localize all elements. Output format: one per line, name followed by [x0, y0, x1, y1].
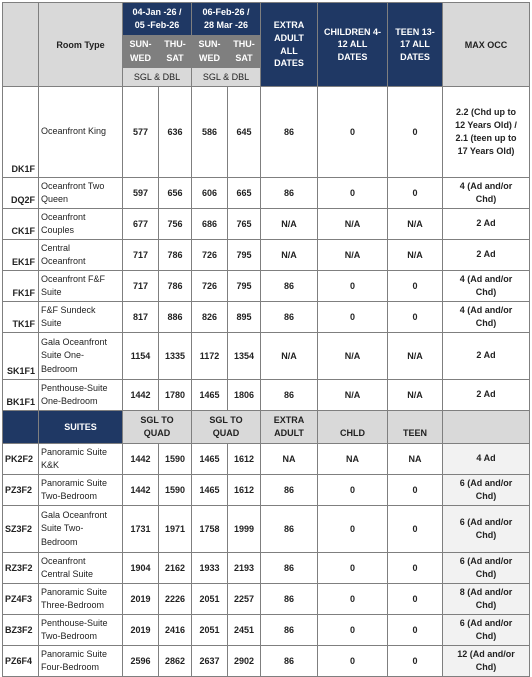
rate-teen: 0	[388, 584, 443, 615]
max-occupancy-line: 12 (Ad and/or	[457, 648, 515, 659]
rate-extra: N/A	[261, 333, 318, 380]
max-occupancy-line: 6 (Ad and/or	[459, 555, 513, 566]
extra-adult-line3: ALL	[280, 45, 298, 56]
suites-quad2-header	[192, 411, 261, 444]
rate-teen: 0	[388, 87, 443, 178]
rate-p1-sw: 1904	[123, 553, 159, 584]
rate-p1-sw: 577	[123, 87, 159, 178]
rate-p1-sw: 677	[123, 209, 159, 240]
max-occupancy-line: 2.2 (Chd up to	[456, 106, 516, 117]
rate-extra: 86	[261, 553, 318, 584]
room-name-line: Suite	[41, 318, 62, 328]
max-occupancy-line: 6 (Ad and/or	[459, 617, 513, 628]
children-line1: CHILDREN 4-	[323, 26, 381, 37]
max-occupancy-line: Chd)	[475, 569, 497, 579]
extra-adult-line: EXTRA	[273, 414, 305, 425]
rate-p2-ts: 2902	[228, 646, 261, 677]
room-name-line: Oceanfront	[41, 256, 86, 266]
rate-p1-sw: 717	[123, 271, 159, 302]
rate-p2-sw: 1465	[192, 444, 228, 475]
code-header-cell	[3, 3, 39, 87]
period2-line2: 28 Mar -26	[203, 20, 249, 30]
max-occupancy-line: 2 Ad	[476, 249, 496, 260]
rate-teen: N/A	[388, 240, 443, 271]
suites-teen-header: TEEN	[388, 411, 443, 444]
sun-wed-line2: WED	[199, 52, 220, 63]
rate-p2-ts: 765	[228, 209, 261, 240]
rate-child: 0	[318, 302, 388, 333]
rate-p1-sw: 1442	[123, 380, 159, 411]
rate-p1-ts: 2162	[159, 553, 192, 584]
room-row	[3, 302, 530, 333]
thu-sat-line2: SAT	[166, 52, 184, 63]
rate-child: 0	[318, 271, 388, 302]
rate-p2-sw: 1465	[192, 475, 228, 506]
room-code: PZ3F2	[3, 475, 39, 506]
p1-thu-sat-header	[159, 36, 192, 68]
room-row	[3, 333, 530, 380]
max-occupancy	[443, 444, 530, 475]
rate-child: 0	[318, 646, 388, 677]
extra-adult-line1: EXTRA	[273, 20, 305, 31]
rate-p2-ts: 1806	[228, 380, 261, 411]
teen-line2: 17 ALL	[400, 39, 430, 50]
room-code: DK1F	[3, 87, 39, 178]
max-occupancy-line: 2 Ad	[476, 218, 496, 229]
rate-teen: N/A	[388, 333, 443, 380]
rate-p1-ts: 1335	[159, 333, 192, 380]
room-row	[3, 178, 530, 209]
max-occupancy	[443, 475, 530, 506]
teen-header	[388, 3, 443, 87]
max-occupancy-line: Chd)	[475, 194, 497, 204]
room-code: DQ2F	[3, 178, 39, 209]
rate-p1-ts: 1590	[159, 475, 192, 506]
suite-row	[3, 475, 530, 506]
room-row	[3, 87, 530, 178]
rate-p2-ts: 2257	[228, 584, 261, 615]
rate-p2-sw: 586	[192, 87, 228, 178]
rate-p2-ts: 1354	[228, 333, 261, 380]
rate-extra: 86	[261, 178, 318, 209]
quad-line: SGL TO	[209, 414, 243, 425]
max-occupancy	[443, 240, 530, 271]
max-occupancy	[443, 333, 530, 380]
extra-adult-line: ADULT	[274, 428, 304, 438]
rate-teen: 0	[388, 553, 443, 584]
suite-row	[3, 506, 530, 553]
rate-extra: 86	[261, 302, 318, 333]
room-name	[39, 302, 123, 333]
suite-row	[3, 553, 530, 584]
room-name	[39, 646, 123, 677]
rate-child: 0	[318, 553, 388, 584]
rate-teen: 0	[388, 475, 443, 506]
room-code: TK1F	[3, 302, 39, 333]
rate-p2-sw: 826	[192, 302, 228, 333]
p1-sgl-dbl-header: SGL & DBL	[123, 68, 192, 87]
rate-p2-sw: 2051	[192, 615, 228, 646]
rate-p1-ts: 1971	[159, 506, 192, 553]
room-name	[39, 615, 123, 646]
room-name-line: Oceanfront King	[41, 126, 107, 137]
rate-p2-sw: 606	[192, 178, 228, 209]
rate-extra: 86	[261, 646, 318, 677]
room-name-line: Bedroom	[41, 536, 78, 547]
rate-p2-ts: 665	[228, 178, 261, 209]
max-occupancy	[443, 178, 530, 209]
room-code: RZ3F2	[3, 553, 39, 584]
max-occupancy-line: 2 Ad	[476, 389, 496, 400]
rate-teen: 0	[388, 506, 443, 553]
rate-p1-ts: 2862	[159, 646, 192, 677]
rate-child: N/A	[318, 209, 388, 240]
room-name-line: Two-Bedroom	[41, 631, 98, 641]
rate-p2-sw: 1933	[192, 553, 228, 584]
room-name	[39, 444, 123, 475]
period2-line1: 06-Feb-26 /	[202, 7, 250, 18]
suites-quad1-header	[123, 411, 192, 444]
rate-table	[2, 2, 530, 677]
room-name-line: Bedroom	[41, 363, 78, 374]
rate-p1-ts: 786	[159, 240, 192, 271]
rate-extra: 86	[261, 506, 318, 553]
rate-p1-ts: 636	[159, 87, 192, 178]
quad-line: SGL TO	[140, 414, 174, 425]
rate-p1-ts: 886	[159, 302, 192, 333]
rate-extra: 86	[261, 615, 318, 646]
rate-p2-ts: 895	[228, 302, 261, 333]
room-name	[39, 553, 123, 584]
rate-p1-ts: 1590	[159, 444, 192, 475]
suite-row	[3, 615, 530, 646]
room-code: CK1F	[3, 209, 39, 240]
room-code: BZ3F2	[3, 615, 39, 646]
room-name-line: F&F Sundeck	[41, 304, 96, 315]
rate-p1-sw: 1442	[123, 444, 159, 475]
rate-teen: 0	[388, 302, 443, 333]
extra-adult-line2: ADULT	[274, 32, 304, 43]
rate-child: 0	[318, 506, 388, 553]
max-occupancy	[443, 87, 530, 178]
max-occupancy-line: 4 Ad	[476, 453, 496, 464]
p2-sgl-dbl-header: SGL & DBL	[192, 68, 261, 87]
quad-line: QUAD	[143, 428, 171, 438]
max-occupancy	[443, 380, 530, 411]
rate-p2-ts: 795	[228, 240, 261, 271]
rate-extra: 86	[261, 87, 318, 178]
period1-header	[123, 3, 192, 36]
rate-p1-sw: 717	[123, 240, 159, 271]
rate-p2-sw: 1172	[192, 333, 228, 380]
rate-p2-ts: 645	[228, 87, 261, 178]
rate-teen: NA	[388, 444, 443, 475]
room-name-line: Panoramic Suite	[41, 446, 108, 457]
rate-p2-sw: 1758	[192, 506, 228, 553]
room-code: SK1F1	[3, 333, 39, 380]
rate-p1-sw: 1154	[123, 333, 159, 380]
rate-child: 0	[318, 615, 388, 646]
rate-child: 0	[318, 584, 388, 615]
rate-p1-sw: 2596	[123, 646, 159, 677]
suite-row	[3, 584, 530, 615]
max-occupancy-line: 12 Years Old) /	[455, 119, 517, 130]
children-header	[318, 3, 388, 87]
room-code: FK1F	[3, 271, 39, 302]
rate-p2-ts: 2451	[228, 615, 261, 646]
room-name	[39, 271, 123, 302]
rate-p2-ts: 1612	[228, 475, 261, 506]
room-name-line: Oceanfront F&F	[41, 273, 106, 284]
rate-child: N/A	[318, 380, 388, 411]
max-occupancy	[443, 209, 530, 240]
room-name-line: Queen	[41, 194, 69, 204]
period1-line2: 05 -Feb-26	[134, 20, 180, 30]
suites-extra-adult-header	[261, 411, 318, 444]
room-name-line: Central Suite	[41, 569, 94, 579]
rate-teen: N/A	[388, 380, 443, 411]
suites-header-label: SUITES	[39, 411, 123, 444]
children-line3: DATES	[337, 51, 368, 62]
rate-extra: 86	[261, 380, 318, 411]
thu-sat-line2: SAT	[235, 52, 253, 63]
rate-p2-sw: 2637	[192, 646, 228, 677]
room-name-line: Oceanfront	[41, 555, 86, 566]
rate-extra: N/A	[261, 240, 318, 271]
suites-header-row	[3, 411, 530, 444]
sun-wed-line1: SUN-	[129, 39, 152, 49]
p2-sun-wed-header	[192, 36, 228, 68]
rate-p1-sw: 1442	[123, 475, 159, 506]
rate-p1-sw: 817	[123, 302, 159, 333]
rate-child: 0	[318, 87, 388, 178]
room-name-line: Three-Bedroom	[41, 600, 105, 610]
max-occupancy-line: Chd)	[475, 631, 497, 641]
max-occupancy-line: 2.1 (teen up to	[455, 133, 517, 143]
max-occupancy	[443, 584, 530, 615]
room-name	[39, 178, 123, 209]
rate-extra: 86	[261, 271, 318, 302]
max-occupancy	[443, 646, 530, 677]
room-code: SZ3F2	[3, 506, 39, 553]
rate-p1-ts: 786	[159, 271, 192, 302]
room-name	[39, 506, 123, 553]
rate-p1-ts: 1780	[159, 380, 192, 411]
children-line2: 12 ALL	[337, 39, 368, 50]
rate-p1-ts: 656	[159, 178, 192, 209]
suites-child-header: CHLD	[318, 411, 388, 444]
room-name	[39, 240, 123, 271]
room-name	[39, 475, 123, 506]
rate-teen: 0	[388, 615, 443, 646]
max-occupancy-line: 4 (Ad and/or	[459, 180, 513, 191]
room-name-line: Two-Bedroom	[41, 491, 98, 501]
room-type-header: Room Type	[39, 3, 123, 87]
rate-extra: 86	[261, 475, 318, 506]
suite-row	[3, 444, 530, 475]
p2-thu-sat-header	[228, 36, 261, 68]
rate-p1-sw: 1731	[123, 506, 159, 553]
rate-teen: 0	[388, 178, 443, 209]
rate-extra: N/A	[261, 209, 318, 240]
room-name	[39, 380, 123, 411]
max-occupancy-line: 17 Years Old)	[457, 146, 515, 157]
room-name-line: Gala Oceanfront	[41, 509, 108, 520]
rate-child: N/A	[318, 240, 388, 271]
rate-p2-sw: 2051	[192, 584, 228, 615]
suite-row	[3, 646, 530, 677]
room-name	[39, 333, 123, 380]
room-code: PK2F2	[3, 444, 39, 475]
rate-p1-sw: 597	[123, 178, 159, 209]
room-name	[39, 209, 123, 240]
max-occupancy-line: 6 (Ad and/or	[459, 516, 513, 527]
room-name-line: One-Bedroom	[41, 396, 98, 406]
rate-p2-sw: 686	[192, 209, 228, 240]
rate-p2-sw: 1465	[192, 380, 228, 411]
max-occ-header: MAX OCC	[443, 3, 530, 87]
room-row	[3, 271, 530, 302]
room-code: EK1F	[3, 240, 39, 271]
max-occupancy-line: Chd)	[475, 530, 497, 540]
room-name-line: Oceanfront	[41, 211, 86, 222]
room-name-line: Panoramic Suite	[41, 648, 108, 659]
extra-adult-line4: DATES	[274, 58, 304, 69]
room-row	[3, 240, 530, 271]
thu-sat-line1: THU-	[164, 39, 186, 49]
room-name-line: Panoramic Suite	[41, 477, 108, 488]
max-occupancy	[443, 553, 530, 584]
rate-p1-ts: 2416	[159, 615, 192, 646]
room-row	[3, 380, 530, 411]
suites-occ-header	[443, 411, 530, 444]
room-name	[39, 584, 123, 615]
max-occupancy	[443, 615, 530, 646]
rate-extra: NA	[261, 444, 318, 475]
rate-p1-ts: 756	[159, 209, 192, 240]
room-code: BK1F1	[3, 380, 39, 411]
rate-p1-sw: 2019	[123, 584, 159, 615]
max-occupancy	[443, 271, 530, 302]
rate-child: 0	[318, 475, 388, 506]
thu-sat-line1: THU-	[233, 39, 255, 49]
max-occupancy-line: Chd)	[475, 318, 497, 328]
max-occupancy-line: 4 (Ad and/or	[459, 273, 513, 284]
room-name-line: Panoramic Suite	[41, 586, 108, 597]
max-occupancy-line: Chd)	[475, 287, 497, 297]
room-name-line: Gala Oceanfront	[41, 336, 108, 347]
rate-p2-ts: 795	[228, 271, 261, 302]
max-occupancy	[443, 506, 530, 553]
max-occupancy-line: 8 (Ad and/or	[459, 586, 513, 597]
room-name-line: Central	[41, 242, 71, 253]
room-name-line: Oceanfront Two	[41, 180, 105, 191]
rate-teen: N/A	[388, 209, 443, 240]
sun-wed-line1: SUN-	[198, 39, 221, 49]
period2-header	[192, 3, 261, 36]
room-name-line: Four-Bedroom	[41, 662, 100, 672]
room-name-line: Suite Two-	[41, 523, 84, 534]
rate-p2-sw: 726	[192, 240, 228, 271]
rate-child: 0	[318, 178, 388, 209]
max-occupancy	[443, 302, 530, 333]
rate-child: N/A	[318, 333, 388, 380]
room-name-line: K&K	[41, 460, 60, 470]
sun-wed-line2: WED	[130, 52, 151, 63]
room-row	[3, 209, 530, 240]
rate-extra: 86	[261, 584, 318, 615]
room-code: PZ4F3	[3, 584, 39, 615]
max-occupancy-line: 4 (Ad and/or	[459, 304, 513, 315]
period1-line1: 04-Jan -26 /	[132, 7, 182, 18]
room-name-line: Suite	[41, 287, 62, 297]
max-occupancy-line: 2 Ad	[476, 350, 496, 361]
rate-p2-ts: 1612	[228, 444, 261, 475]
rate-p1-ts: 2226	[159, 584, 192, 615]
p1-sun-wed-header	[123, 36, 159, 68]
rate-p2-ts: 1999	[228, 506, 261, 553]
suites-header-spacer	[3, 411, 39, 444]
teen-line1: TEEN 13-	[395, 26, 435, 37]
rate-p2-ts: 2193	[228, 553, 261, 584]
rate-p1-sw: 2019	[123, 615, 159, 646]
rate-p2-sw: 726	[192, 271, 228, 302]
max-occupancy-line: 6 (Ad and/or	[459, 477, 513, 488]
room-name-line: Suite One-	[41, 350, 85, 361]
max-occupancy-line: Chd)	[475, 491, 497, 501]
max-occupancy-line: Chd)	[475, 662, 497, 672]
rate-teen: 0	[388, 646, 443, 677]
rate-child: NA	[318, 444, 388, 475]
extra-adult-header	[261, 3, 318, 87]
room-code: PZ6F4	[3, 646, 39, 677]
rate-teen: 0	[388, 271, 443, 302]
room-name	[39, 87, 123, 178]
quad-line: QUAD	[212, 428, 240, 438]
teen-line3: DATES	[400, 51, 430, 62]
max-occupancy-line: Chd)	[475, 600, 497, 610]
room-name-line: Penthouse-Suite	[41, 617, 108, 628]
room-name-line: Penthouse-Suite	[41, 382, 108, 393]
room-name-line: Couples	[41, 225, 75, 235]
